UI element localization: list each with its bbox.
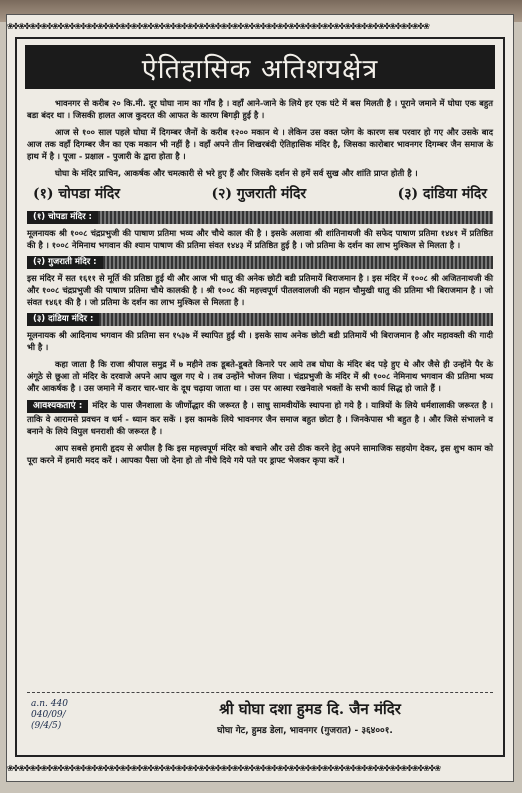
needs-paragraph [27,399,493,437]
footer-address-block [27,692,493,745]
page-title: ऐतिहासिक अतिशयक्षेत्र [25,45,495,89]
section-heading-bar [99,313,493,326]
appeal-paragraph: आप सबसे हमारी हृदय से अपील है कि इस महत्त्वपूर्ण मंदिर को बचाने और उसे ठीक करने हेतु अपने सामाजिक सहयोग देकर, इस शुभ काम को पूरा करने में हमारी मदद करें । आपका पैसा जो देना हो तो नीचे दिये गये पते पर ड्राफ्ट भेजकर कृपा करें । [27,443,493,465]
section-heading-1 [27,211,493,224]
section-heading-bar [98,211,493,224]
section-heading-label: (३) दांडिया मंदिर : [27,313,99,326]
section-heading-2 [27,256,493,269]
handwritten-note [31,699,119,732]
needs-heading: आवश्यकताएं : [27,400,88,413]
temple-name-2: (२) गुजराती मंदिर [211,186,307,202]
section-heading-bar [103,256,493,269]
needs-text: मंदिर के पास जैनशाला के जीर्णोद्धार की जरूरत है । साधु सामवीयोंके स्थापना हो गये है । यात्रियों के लिये धर्मशालाकी जरूरत है । ताकि वे आरामसे प्रवचन व धर्म - ध्यान कर सकें । इस कामके लिये भावनगर जैन समाज बहुत छोटा है । जिनकेपास भी बहुत है । और जिसे संभालने व बनाने के लिये विपुल धनराशी की जरूरत है । [27,400,493,436]
temple-trust-name: श्री घोघा दशा हुमड दि. जैन मंदिर [219,700,401,718]
section-text-3: मूलनायक श्री आदिनाथ भगवान की प्रतिमा सन १५३७ में स्थापित हुई थी । इसके साथ अनेक छोटी बडी प्रतिमायें भी बिराजमान है और महावक्ती की गादी भी है । [27,330,493,352]
temple-name-1: (१) चोपडा मंदिर [33,186,121,202]
temple-name-3: (३) दांडिया मंदिर [397,186,487,202]
notice-poster [6,14,514,782]
handwritten-line: (9/4/5) [31,721,62,731]
handwritten-line: 040/09/ [31,710,66,720]
section-heading-3 [27,313,493,326]
intro-paragraph-3: घोघा के मंदिर प्राचिन, आकर्षक और चमत्कारी से भरे हुए हैं और जिसके दर्शन से हमें सर्व सुख और शांति प्राप्त होती है । [55,168,418,178]
handwritten-line: a.n. 440 [31,699,68,709]
intro-paragraph-2: आज से १०० साल पहले घोघा में दिगम्बर जैनों के करीब १२०० मकान थे । लेकिन उस वक्त प्लेग के कारण सब परवार हो गए और उसके बाद आज तक वहाँ दिगम्बर जैन का एक मकान भी नहीं है । वहाँ अपने तीन शिखरबंदी ऐतिहासिक मंदिर है, जिसका कारोबार भावनगर दिगम्बर जैन समाज के हाथ में है । पूजा - प्रक्षाल - पुजारी के द्वारा होता है । [27,127,493,161]
intro-paragraph-1: भावनगर से करीब २० कि.मी. दूर घोघा नाम का गाँव है । वहाँ आने-जाने के लिये हर एक घंटे में बस मिलती है । पूराने जमाने में घोघा एक बहुत बडा बंदर था । जिसकी हालत आज कुदरत की आफत के कारण बिगड़ी हुई है । [27,98,493,120]
temple-list [33,184,487,203]
section-text-1: मूलनायक श्री १००८ चंद्रप्रभुजी की पाषाण प्रतिमा भव्य और चौथे काल की है । इसके अलावा श्री शांतिनाथजी की सफेद पाषाण प्रतिमा १४४१ में प्रतिष्ठित की है । १००८ नेमिनाथ भगवान की श्याम पाषाण की प्रतिमा संवत १४४३ में प्रतिष्ठित हुई है । जो प्रतिमा के दर्शन का लाभ मुश्किल से मिलता है । [27,228,493,250]
decorative-border-top: ❀✤❀✤❀✤❀✤❀✤❀✤❀✤❀✤❀✤❀✤❀✤❀✤❀✤❀✤❀✤❀✤❀✤❀✤❀✤❀✤❀✤❀✤❀✤❀✤❀✤❀✤❀✤❀✤❀✤❀✤❀✤❀✤❀✤❀✤❀✤❀✤❀✤❀ [7,19,429,32]
section-heading-label: (२) गुजराती मंदिर : [27,256,103,269]
temple-address: घोघा गेट, हुमड डेला, भावनगर (गुजरात) - ३६४००१. [217,726,393,736]
section-text-2: इस मंदिर में सत १६११ से मूर्ति की प्रतिष्ठा हुई थी और आज भी धातु की अनेक छोटी बडी प्रतिमायें बिराजमान है । इस मंदिर में १००८ श्री अजितनाथजी की और १००८ चंद्रप्रभुजी की पाषाण प्रतिमा चौथे कालकी है । श्री १००८ की महत्त्वपूर्ण पीतलवालजी की महान चौमुखी धातु की प्रतिमा भी बिराजमान है । जो संवत १४६१ की है । जो प्रतिमा के दर्शन का लाभ मुश्किल से मिलता है । [27,273,493,307]
poster-body [27,97,493,471]
decorative-border-bottom: ❀✤❀✤❀✤❀✤❀✤❀✤❀✤❀✤❀✤❀✤❀✤❀✤❀✤❀✤❀✤❀✤❀✤❀✤❀✤❀✤❀✤❀✤❀✤❀✤❀✤❀✤❀✤❀✤❀✤❀✤❀✤❀✤❀✤❀✤❀✤❀✤❀✤❀✤❀ [7,761,440,774]
story-paragraph: कहा जाता है कि राजा श्रीपाल समुद्र में ७ महीने तक डूबते-डूबते किनारे पर आये तब घोघा के मंदिर बंद पड़े हुए थे और जैसे ही उन्होंने पैर के अंगूठे से छूआ तो मंदिर के दरवाजे अपने आप खुल गए थे । तब उन्होंने भोजन लिया । चंद्रप्रभुजी के मंदिर में श्री १००८ नेमिनाथ भगवान की प्रतिमा भव्य और आकर्षक है । उस जमाने में करार चार-चार के दूध चढ़ाया जाता था । उस पर आस्था रखनेवाले भक्तों के सभी कार्य सिद्ध हो जाते हैं । [27,359,493,393]
section-heading-label: (१) चोपडा मंदिर : [27,211,98,224]
poster-frame [15,37,505,757]
